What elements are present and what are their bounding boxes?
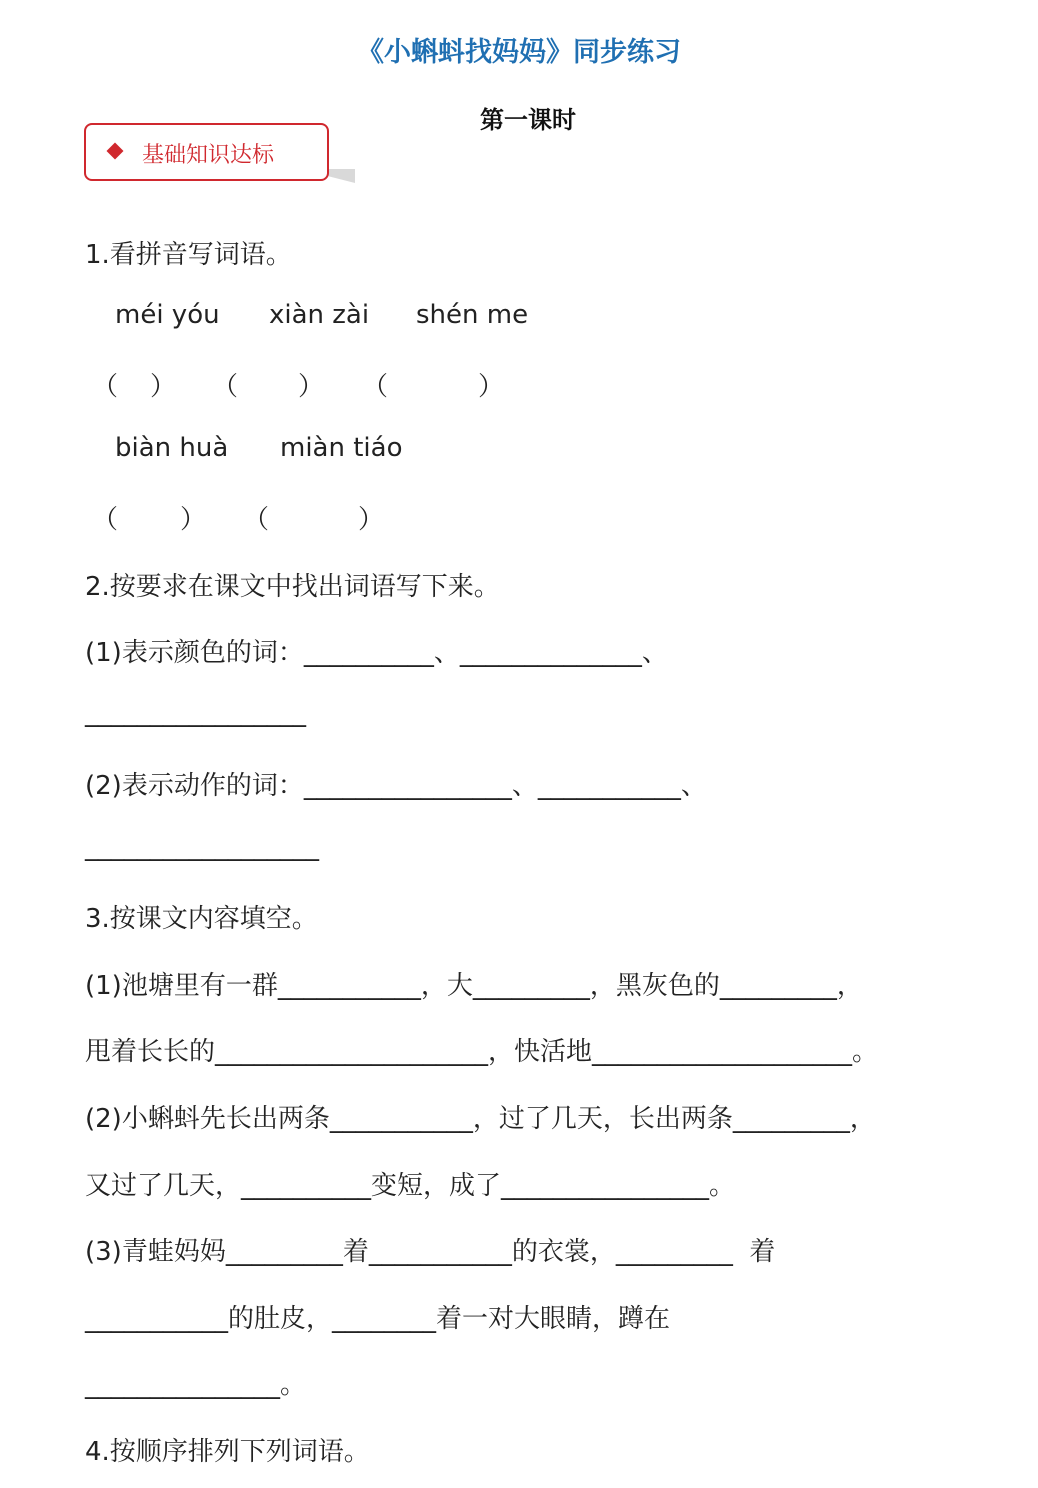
q3-part2-line2: 又过了几天，__________变短，成了________________。 bbox=[85, 1171, 736, 1201]
q3-part1-line2: 甩着长长的_____________________，快活地____________________。 bbox=[85, 1037, 879, 1067]
answer-box-open: （ bbox=[212, 372, 239, 402]
pinyin-shen-me: shén me bbox=[416, 300, 529, 330]
q3-prompt: 3.按课文内容填空。 bbox=[85, 904, 318, 934]
pinyin-bian-hua: biàn huà bbox=[115, 433, 229, 463]
answer-box-open: （ bbox=[362, 372, 389, 402]
answer-box-close: ） bbox=[478, 372, 505, 402]
pinyin-xian-zai: xiàn zài bbox=[269, 300, 370, 330]
page-title: 《小蝌蚪找妈妈》同步练习 bbox=[357, 37, 681, 68]
q2-part2-line1: (2)表示动作的词：________________、___________、 bbox=[85, 771, 707, 801]
q2-part2-line2: __________________ bbox=[85, 832, 319, 862]
answer-box-close: ） bbox=[180, 505, 207, 535]
answer-box-close: ） bbox=[298, 372, 325, 402]
q1-prompt: 1.看拼音写词语。 bbox=[85, 240, 292, 270]
q3-part3-line3: _______________。 bbox=[85, 1370, 307, 1400]
q2-prompt: 2.按要求在课文中找出词语写下来。 bbox=[85, 572, 500, 602]
answer-box-close: ） bbox=[358, 505, 385, 535]
q3-part1-line1: (1)池塘里有一群___________，大_________，黑灰色的_________， bbox=[85, 971, 863, 1001]
answer-box-open: （ bbox=[92, 505, 119, 535]
q2-part1-line2: _________________ bbox=[85, 698, 306, 728]
pinyin-mei-you: méi yóu bbox=[115, 300, 220, 330]
lesson-subtitle: 第一课时 bbox=[480, 106, 576, 134]
q2-part1-line1: (1)表示颜色的词：__________、______________、 bbox=[85, 638, 668, 668]
answer-box-open: （ bbox=[92, 372, 119, 402]
q3-part2-line1: (2)小蝌蚪先长出两条___________，过了几天，长出两条_________， bbox=[85, 1104, 876, 1134]
q3-part3-line1: (3)青蛙妈妈_________着___________的衣裳，_________ 着 bbox=[85, 1237, 776, 1267]
diamond-icon bbox=[107, 143, 124, 160]
q3-part3-line2: ___________的肚皮，________着一对大眼睛，蹲在 bbox=[85, 1304, 671, 1334]
q4-prompt: 4.按顺序排列下列词语。 bbox=[85, 1437, 370, 1467]
section-tag-label: 基础知识达标 bbox=[142, 143, 275, 168]
answer-box-open: （ bbox=[243, 505, 270, 535]
pinyin-mian-tiao: miàn tiáo bbox=[280, 433, 403, 463]
answer-box-close: ） bbox=[150, 372, 177, 402]
section-tag bbox=[84, 123, 329, 181]
